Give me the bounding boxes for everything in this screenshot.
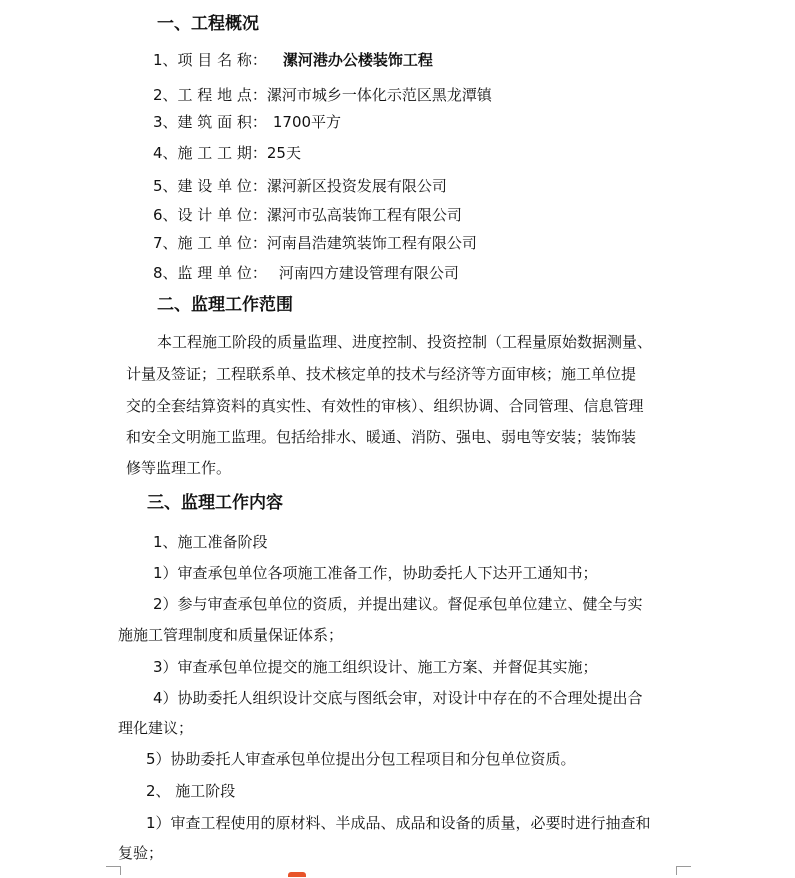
content-line: 复验； <box>118 844 164 862</box>
project-name-row <box>153 50 433 70</box>
project-name-label: 1、项 目 名 称： <box>153 51 267 69</box>
building-area-label: 3、建 筑 面 积： <box>153 113 267 131</box>
content-line: 施施工管理制度和质量保证体系； <box>118 626 344 644</box>
supervision-unit-label: 8、监 理 单 位： <box>153 264 267 282</box>
crop-mark-left <box>106 866 121 875</box>
section-heading-scope: 二、监理工作范围 <box>157 295 293 315</box>
content-line: 4）协助委托人组织设计交底与图纸会审，对设计中存在的不合理处提出合 <box>153 689 643 707</box>
project-location-row <box>153 85 492 105</box>
owner-unit-row <box>153 176 447 196</box>
construction-period-value: 25天 <box>266 144 301 162</box>
construction-period-label: 4、施 工 工 期： <box>153 144 267 162</box>
building-area-row <box>153 112 341 132</box>
content-line: 3）审查承包单位提交的施工组织设计、施工方案、并督促其实施； <box>153 658 598 676</box>
crop-mark-right <box>676 866 691 875</box>
design-unit-value: 漯河市弘高装饰工程有限公司 <box>266 206 462 224</box>
contractor-unit-value: 河南昌浩建筑装饰工程有限公司 <box>266 234 477 252</box>
contractor-unit-row <box>153 233 477 253</box>
scope-paragraph-line: 修等监理工作。 <box>126 459 232 477</box>
content-subheading: 1、施工准备阶段 <box>153 533 268 551</box>
building-area-value: 1700平方 <box>272 113 342 131</box>
scope-paragraph-line: 本工程施工阶段的质量监理、进度控制、投资控制（工程量原始数据测量、 <box>157 333 653 351</box>
content-line: 理化建议； <box>118 719 194 737</box>
scope-paragraph-line: 和安全文明施工监理。包括给排水、暖通、消防、强电、弱电等安装；装饰装 <box>126 428 637 446</box>
scope-paragraph-line: 交的全套结算资料的真实性、有效性的审核）、组织协调、合同管理、信息管理 <box>126 397 644 415</box>
content-subheading: 2、 施工阶段 <box>146 782 236 800</box>
project-location-label: 2、工 程 地 点： <box>153 86 267 104</box>
design-unit-label: 6、设 计 单 位： <box>153 206 267 224</box>
content-line: 1）审查承包单位各项施工准备工作，协助委托人下达开工通知书； <box>153 564 598 582</box>
owner-unit-value: 漯河新区投资发展有限公司 <box>266 177 447 195</box>
content-line: 2）参与审查承包单位的资质，并提出建议。督促承包单位建立、健全与实 <box>153 595 643 613</box>
project-location-value: 漯河市城乡一体化示范区黑龙潭镇 <box>266 86 492 104</box>
contractor-unit-label: 7、施 工 单 位： <box>153 234 267 252</box>
content-line: 1）审查工程使用的原材料、半成品、成品和设备的质量，必要时进行抽查和 <box>146 814 651 832</box>
edge-mark <box>288 872 306 877</box>
design-unit-row <box>153 205 462 225</box>
supervision-unit-value: 河南四方建设管理有限公司 <box>278 264 459 282</box>
owner-unit-label: 5、建 设 单 位： <box>153 177 267 195</box>
section-heading-overview: 一、工程概况 <box>157 14 259 34</box>
content-line: 5）协助委托人审查承包单位提出分包工程项目和分包单位资质。 <box>146 750 576 768</box>
construction-period-row <box>153 143 301 163</box>
scope-paragraph-line: 计量及签证；工程联系单、技术核定单的技术与经济等方面审核；施工单位提 <box>126 365 637 383</box>
supervision-unit-row <box>153 263 459 283</box>
project-name-value: 漯河港办公楼装饰工程 <box>282 51 433 69</box>
section-heading-content: 三、监理工作内容 <box>147 493 283 513</box>
